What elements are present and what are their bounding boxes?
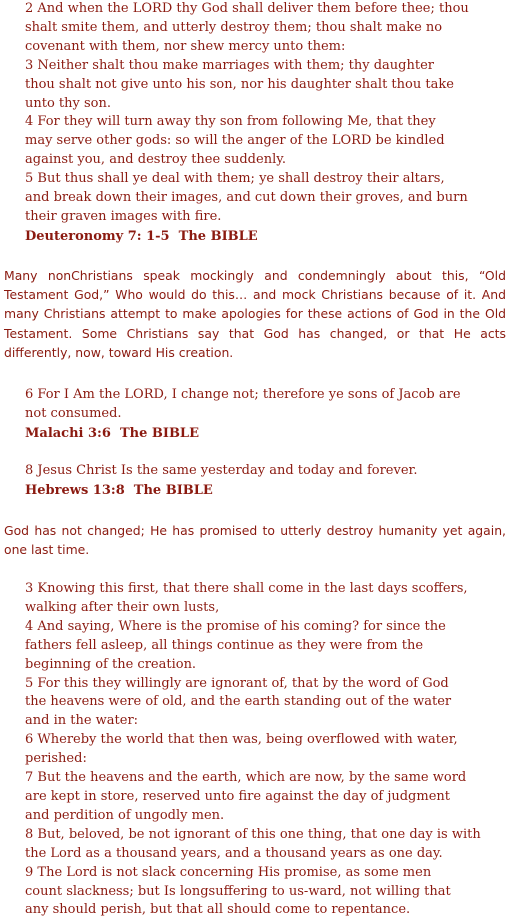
deuteronomy-reference: Deuteronomy 7: 1-5 The BIBLE <box>25 229 258 244</box>
commentary-paragraph-2: God has not changed; He has promised to utterly destroy humanity yet again, one last time. <box>4 523 506 558</box>
hebrews-verses: 8 Jesus Christ Is the same yesterday and today and forever. <box>25 463 418 478</box>
deuteronomy-verses: 2 And when the LORD thy God shall deliver them before thee; thou shalt smite them, and utterly destroy them; thou shalt make no covenant with them, nor shew mercy unto them: 3 Neither shalt thou make marriages with them; thy daughter thou shalt not give unto his son, nor his daughter shalt thou take unto thy son. 4 For they will turn away thy son from following Me, that they may serve other gods: so will the anger of the LORD be kindled against you, and destroy thee suddenly. 5 But thus shall ye deal with them; ye shall destroy their altars, and break down their images, and cut down their groves, and burn their graven images with fire. <box>25 1 469 224</box>
hebrews-reference: Hebrews 13:8 The BIBLE <box>25 483 213 498</box>
peter-verses: 3 Knowing this first, that there shall come in the last days scoffers, walking after their own lusts, 4 And saying, Where is the promise of his coming? for since the fathers fell asleep, all things continue as they were from the beginning of the creation. 5 For this they willingly are ignorant of, that by the word of God the heavens were of old, and the earth standing out of the water and in the water: 6 Whereby the world that then was, being overflowed with water, perished: 7 But the heavens and the earth, which are now, by the same word are kept in store, reserved unto fire against the day of judgment and perdition of ungodly men. 8 But, beloved, be not ignorant of this one thing, that one day is with the Lord as a thousand years, and a thousand years as one day. 9 The Lord is not slack concerning His promise, as some men count slackness; but Is longsuffering to us-ward, not willing that any should perish, but that all should come to repentance. <box>25 581 481 918</box>
commentary-paragraph-1: Many nonChristians speak mockingly and condemningly about this, “Old Testament God,” Who would do this… and mock Christians because of it. And many Christians attempt to make apologies for these actions of God in the Old Testament. Some Christians say that God has changed, or that He acts differently, now, toward His creation. <box>4 268 506 360</box>
malachi-verses: 6 For I Am the LORD, I change not; therefore ye sons of Jacob are not consumed. <box>25 387 461 421</box>
malachi-reference: Malachi 3:6 The BIBLE <box>25 426 199 441</box>
